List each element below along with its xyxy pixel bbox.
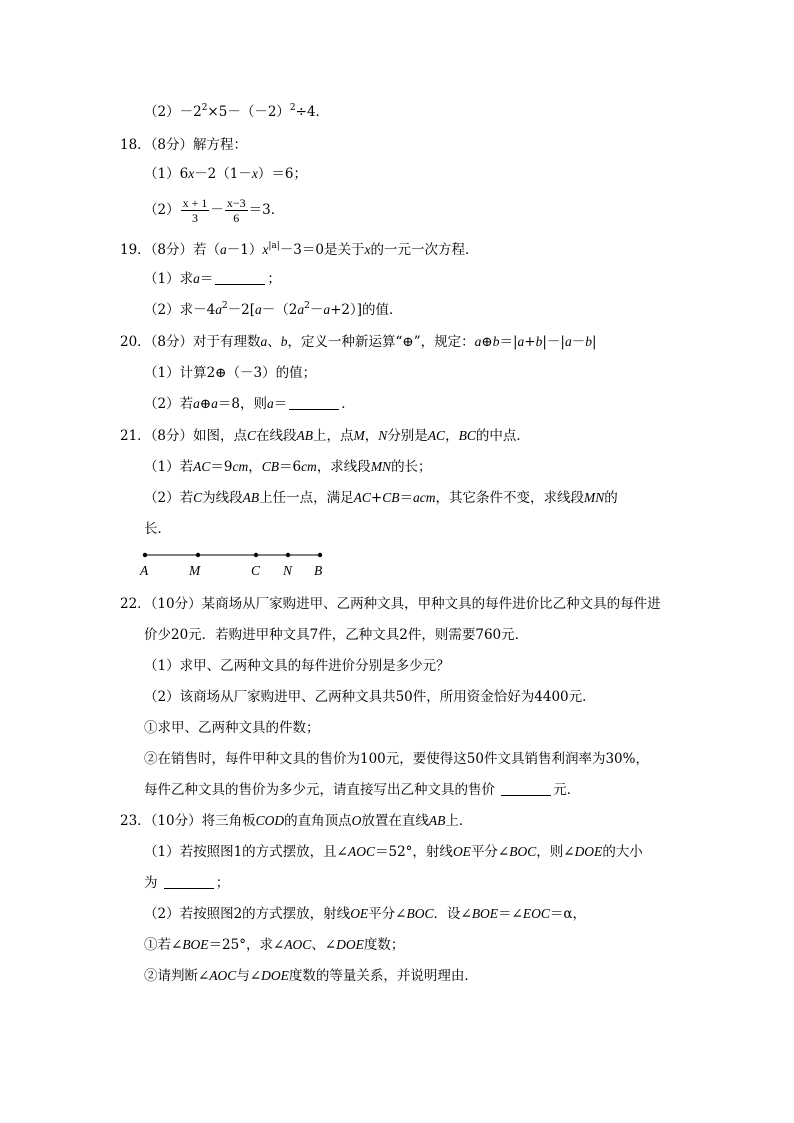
q23-part2-sub2: ②请判断∠AOC与∠DOE度数的等量关系，并说明理由． — [144, 968, 478, 984]
point-m-label: M — [189, 563, 201, 578]
point-a-label: A — [140, 563, 149, 578]
fraction-1-denominator: 3 — [191, 211, 198, 225]
q21-part2-line1: （2）若C为线段AB上任一点，满足AC+CB＝acm，其它条件不变，求线段MN的 — [144, 490, 618, 506]
point-b-label: B — [314, 563, 323, 578]
point-b-dot — [318, 553, 322, 557]
q20-heading: 20．（8分）对于有理数a、b，定义一种新运算“⊕”，规定：a⊕b＝|a+b|－|a－b| — [120, 334, 597, 350]
fraction-1 — [181, 196, 210, 225]
q22-part1: （1）求甲、乙两种文具的每件进价分别是多少元？ — [144, 658, 450, 674]
q22-part2-sub1: ①求甲、乙两种文具的件数； — [144, 720, 320, 736]
q18-part2-rhs: ＝3． — [248, 202, 285, 218]
fraction-2-denominator: 6 — [233, 211, 240, 225]
point-n-dot — [286, 553, 290, 557]
fraction-2 — [225, 196, 248, 225]
q19-heading: 19．（8分）若$(a-1)x^{|a|}-3=0$是关于x的一元一次方程． — [120, 241, 479, 258]
q22-part2: （2）该商场从厂家购进甲、乙两种文具共50件，所用资金恰好为4400元． — [144, 689, 596, 705]
answer-blank[interactable] — [501, 783, 551, 796]
q23-part1-line2: 为 ； — [144, 875, 230, 891]
q19-part1: （1）求a＝ ； — [144, 271, 281, 287]
q22-heading-line1: 22．（10分）某商场从厂家购进甲、乙两种文具，甲种文具的每件进价比乙种文具的每件进 — [120, 596, 661, 612]
q18-part1: （1）6x－2（1－x）＝6； — [144, 166, 307, 182]
q21-part1: （1）若AC＝9cm，CB＝6cm，求线段MN的长； — [144, 459, 432, 475]
q17-part2: $(2)-2^2\times 5-(-2)^2\div 4$． — [144, 103, 330, 120]
point-c-label: C — [251, 563, 261, 578]
point-n-label: N — [283, 563, 293, 578]
fraction-1-numerator: x + 1 — [182, 196, 208, 210]
q23-part1-line1: （1）若按照图1的方式摆放，且∠AOC＝52°，射线OE平分∠BOC，则∠DOE的大小 — [144, 844, 643, 860]
q19-part2: （2）求$-4a^2-2[a-(2a^2-a+2)]$的值． — [144, 301, 403, 318]
q18-part2-label: （2） — [144, 202, 180, 218]
segment-figure — [140, 546, 340, 576]
q21-part2-line2: 长． — [144, 521, 171, 537]
q23-part2-sub1: ①若∠BOE＝25°，求∠AOC、∠DOE度数； — [144, 937, 405, 953]
q18-heading: 18．（8分）解方程： — [120, 137, 248, 153]
q23-heading: 23．（10分）将三角板COD的直角顶点O放置在直线AB上． — [120, 813, 473, 829]
q22-part2-sub2-line1: ②在销售时，每件甲种文具的售价为100元，要使得这50件文具销售利润率为30%， — [144, 751, 649, 767]
fraction-2-numerator: x−3 — [226, 196, 246, 210]
answer-blank[interactable] — [215, 272, 265, 285]
minus-sign: － — [210, 202, 224, 218]
point-a-dot — [143, 553, 147, 557]
answer-blank[interactable] — [289, 397, 339, 410]
q21-heading: 21．（8分）如图，点C在线段AB上，点M，N分别是AC，BC的中点． — [120, 428, 530, 444]
answer-blank[interactable] — [164, 876, 214, 889]
q20-part1: （1）计算2⊕（－3）的值； — [144, 365, 317, 381]
point-c-dot — [254, 553, 258, 557]
q23-part2: （2）若按照图2的方式摆放，射线OE平分∠BOC．设∠BOE＝∠EOC＝α， — [144, 906, 586, 922]
q22-part2-sub2-line2: 每件乙种文具的售价为多少元，请直接写出乙种文具的售价 元． — [144, 782, 581, 798]
q20-part2: （2）若a⊕a＝8，则a＝ ． — [144, 396, 355, 412]
point-m-dot — [196, 553, 200, 557]
q18-part2 — [144, 194, 284, 226]
q22-heading-line2: 价少20元．若购进甲种文具7件，乙种文具2件，则需要760元． — [144, 627, 529, 643]
